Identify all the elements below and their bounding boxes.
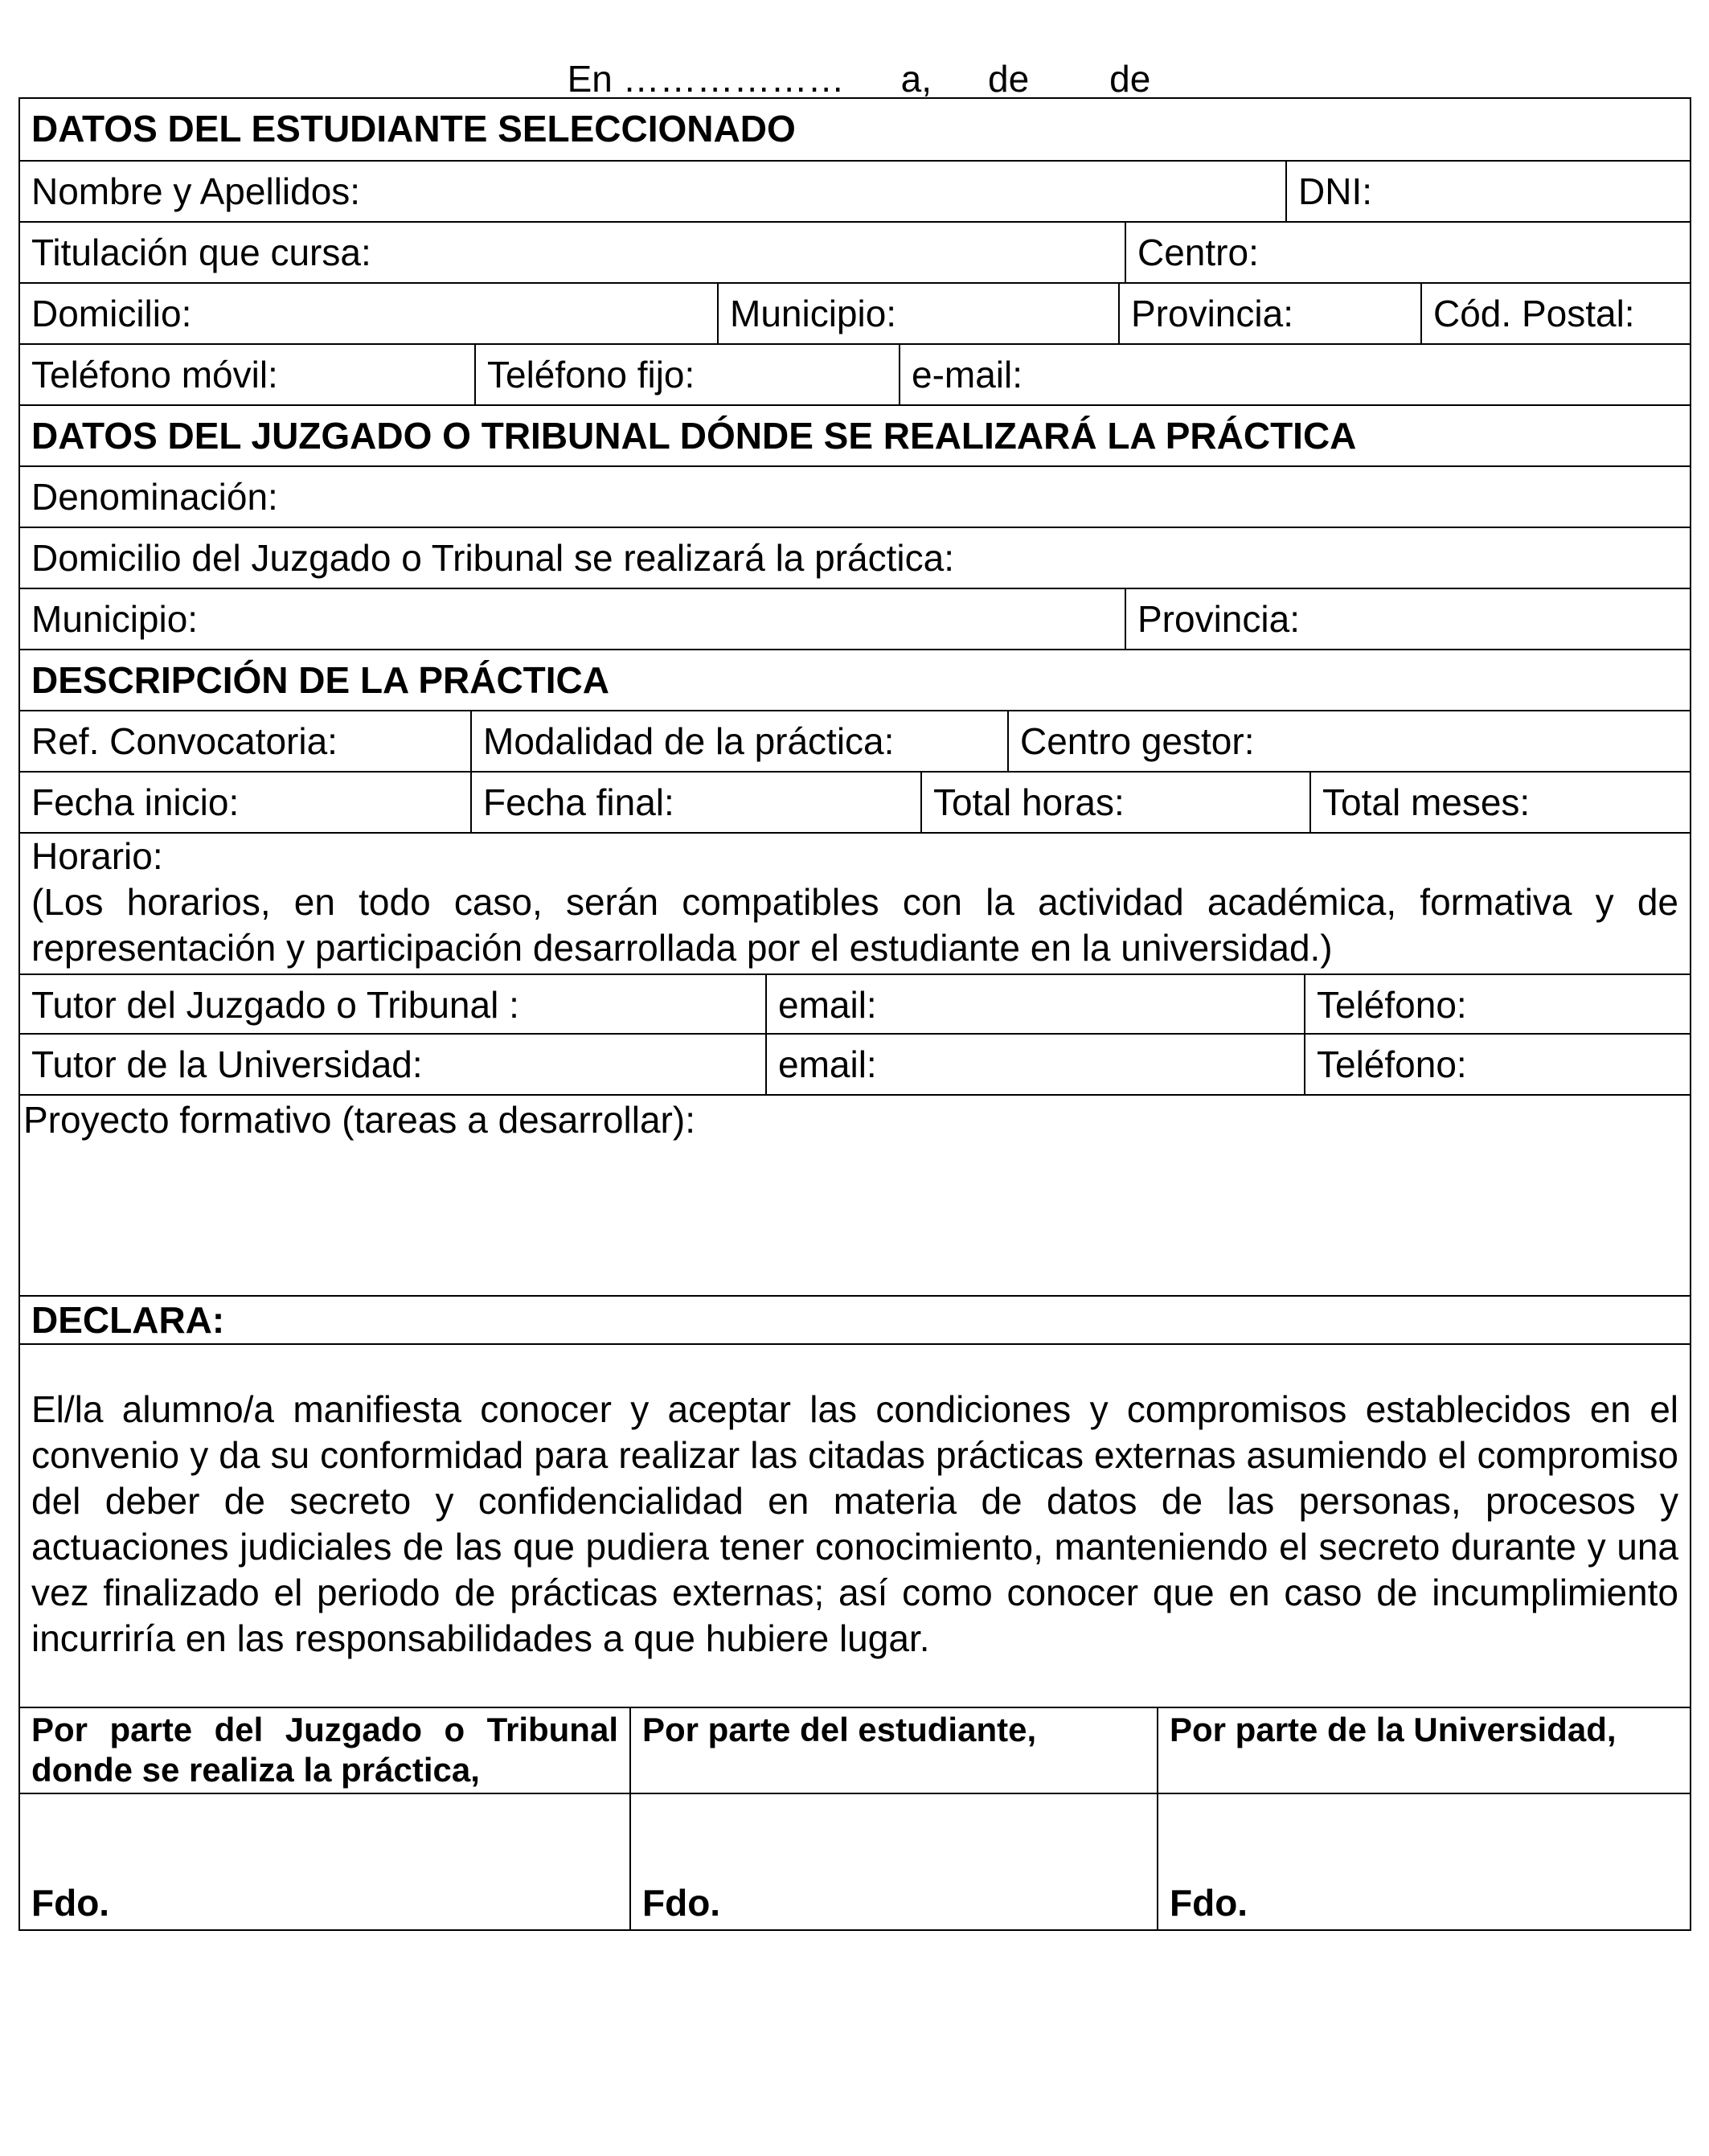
court-provincia-field[interactable]: Provincia: [1125,589,1690,650]
landline-phone-field[interactable]: Teléfono fijo: [474,345,899,406]
tutor-univ-email-field[interactable]: email: [765,1035,1304,1096]
titulacion-field[interactable]: Titulación que cursa: [31,232,371,273]
table-row [20,771,1690,832]
fdo-label: Fdo. [1170,1882,1248,1924]
ref-convocatoria-field[interactable]: Ref. Convocatoria: [31,720,338,762]
court-municipio-field[interactable]: Municipio: [31,598,199,640]
centro-gestor-field[interactable]: Centro gestor: [1007,711,1690,773]
table-row [20,973,1690,1033]
postal-code-field[interactable]: Cód. Postal: [1420,284,1690,345]
date-a-label: a, [900,58,932,100]
provincia-field[interactable]: Provincia: [1118,284,1420,345]
student-section-header [20,99,1690,160]
horario-field[interactable] [20,834,1690,973]
centro-field[interactable]: Centro: [1125,223,1690,284]
horario-label: Horario: [31,835,163,877]
table-row [20,221,1690,282]
student-email-field[interactable]: e-mail: [899,345,1690,406]
sig-universidad-label: Por parte de la Universidad, [1157,1708,1690,1793]
tutor-juzgado-email-field[interactable]: email: [765,975,1304,1035]
total-horas-field[interactable]: Total horas: [920,773,1309,834]
court-address-field[interactable]: Domicilio del Juzgado o Tribunal se realizará la práctica: [31,537,955,579]
table-row [20,1094,1690,1295]
place-date-line [547,6,1151,100]
tutor-univ-phone-field[interactable]: Teléfono: [1304,1035,1690,1096]
declara-paragraph: El/la alumno/a manifiesta conocer y aceptar las condiciones y compromisos establecidos en el convenio y da su conformidad para realizar las citadas prácticas externas asumiendo el compromiso del deber de secreto y confidencialidad en materia de datos de las personas, procesos y actuaciones judiciales de las que pudiera tener conocimiento, manteniendo el secreto durante y una vez finalizado el periodo de prácticas externas; así como conocer que en caso de incumplimiento incurriría en las responsabilidades a que hubiere lugar. [31,1388,1678,1659]
practice-section-header [20,649,1690,710]
declara-title: DECLARA: [31,1299,225,1341]
tutor-juzgado-field[interactable]: Tutor del Juzgado o Tribunal : [31,984,519,1026]
court-section-header [20,404,1690,465]
nombre-field[interactable]: Nombre y Apellidos: [31,170,361,212]
declara-body [20,1343,1690,1707]
practice-section-title: DESCRIPCIÓN DE LA PRÁCTICA [31,659,609,701]
domicilio-field[interactable]: Domicilio: [31,293,192,334]
table-row [20,527,1690,588]
table-row [20,465,1690,527]
table-row [20,160,1690,221]
denominacion-field[interactable]: Denominación: [31,476,278,518]
declara-header [20,1295,1690,1343]
fdo-label: Fdo. [31,1882,110,1924]
proyecto-formativo-label: Proyecto formativo (tareas a desarrollar): [23,1099,695,1141]
table-row [20,343,1690,404]
sig-estudiante-box[interactable] [629,1794,1157,1929]
table-row [20,832,1690,973]
fecha-inicio-field[interactable]: Fecha inicio: [31,781,240,823]
fdo-label: Fdo. [642,1882,721,1924]
sig-juzgado-box[interactable] [20,1794,629,1929]
horario-note-line-2: representación y participación desarrollada por el estudiante en la universidad.) [31,927,1333,969]
declara-text-block [20,1345,1690,1707]
signature-header-row [20,1707,1690,1793]
practice-agreement-form [18,97,1691,1931]
total-meses-field[interactable]: Total meses: [1309,773,1690,834]
table-row [20,588,1690,649]
date-de-label-2: de [1109,58,1151,100]
fecha-final-field[interactable]: Fecha final: [470,773,920,834]
sig-juzgado-label: Por parte del Juzgado o Tribunal donde se realiza la práctica, [31,1711,618,1789]
horario-note-line-1: (Los horarios, en todo caso, serán compatibles con la actividad académica, formativa y de [31,881,1678,923]
student-section-title: DATOS DEL ESTUDIANTE SELECCIONADO [31,108,796,150]
tutor-univ-field[interactable]: Tutor de la Universidad: [31,1043,423,1085]
date-de-label-1: de [987,58,1030,100]
dni-field[interactable]: DNI: [1285,162,1690,223]
sig-universidad-box[interactable] [1157,1794,1690,1929]
modalidad-field[interactable]: Modalidad de la práctica: [470,711,1007,773]
municipio-field[interactable]: Municipio: [717,284,1118,345]
proyecto-formativo-field[interactable] [20,1096,1690,1295]
table-row [20,1033,1690,1094]
tutor-juzgado-phone-field[interactable]: Teléfono: [1304,975,1690,1035]
court-section-title: DATOS DEL JUZGADO O TRIBUNAL DÓNDE SE REALIZARÁ LA PRÁCTICA [31,415,1357,457]
mobile-phone-field[interactable]: Teléfono móvil: [31,354,278,396]
sig-estudiante-label: Por parte del estudiante, [629,1708,1157,1793]
table-row [20,282,1690,343]
signature-row [20,1793,1690,1929]
table-row [20,710,1690,771]
place-field[interactable]: En ……………… [567,58,845,100]
